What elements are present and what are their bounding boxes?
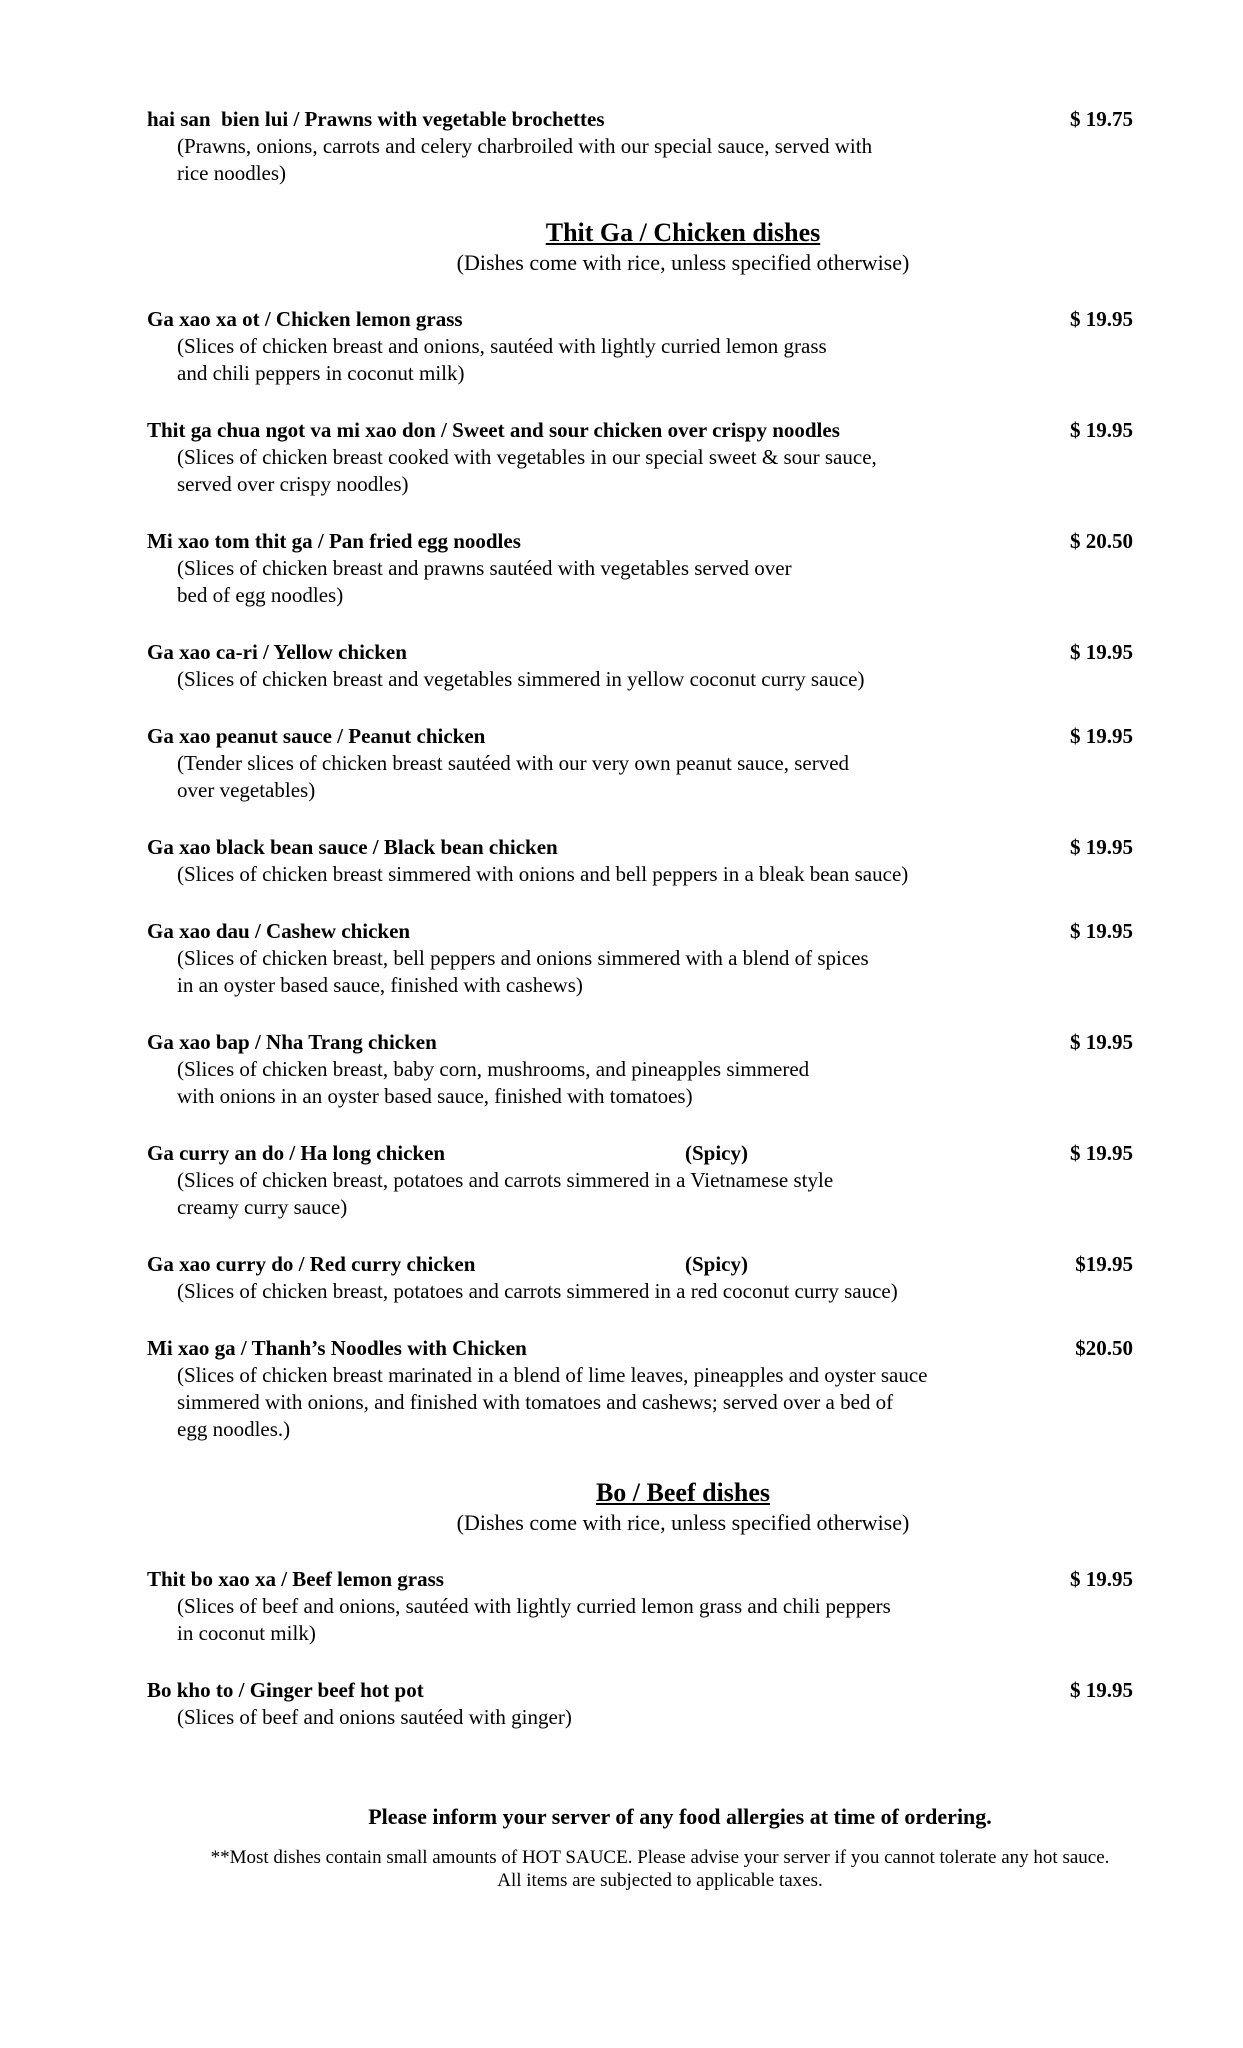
tax-note: All items are subjected to applicable taxes.	[497, 1870, 823, 1891]
dish-name: Ga xao peanut sauce / Peanut chicken	[147, 724, 486, 748]
dish-price: $ 19.75	[1070, 107, 1133, 131]
dish-description-line: rice noodles)	[177, 161, 287, 185]
menu-item	[147, 106, 1133, 187]
section-items	[147, 306, 1133, 1443]
dish-description-line: (Slices of chicken breast and onions, sautéed with lightly curried lemon grass	[177, 334, 827, 358]
dish-name: Ga xao xa ot / Chicken lemon grass	[147, 307, 463, 331]
dish-description	[147, 1056, 1133, 1110]
dish-price: $ 19.95	[1070, 1567, 1133, 1591]
dish-description	[147, 1704, 1133, 1731]
menu-item	[147, 1140, 1133, 1221]
dish-description-line: with onions in an oyster based sauce, finished with tomatoes)	[177, 1084, 693, 1108]
dish-description-line: (Slices of chicken breast and prawns sautéed with vegetables served over	[177, 556, 792, 580]
dish-price: $19.95	[1075, 1252, 1133, 1276]
hot-sauce-note: **Most dishes contain small amounts of HOT SAUCE. Please advise your server if you cannot tolerate any hot sauce.	[210, 1847, 1110, 1868]
dish-description	[147, 945, 1133, 999]
dish-description-line: (Slices of chicken breast marinated in a blend of lime leaves, pineapples and oyster sauce	[177, 1363, 928, 1387]
dish-description-line: bed of egg noodles)	[177, 583, 344, 607]
dish-description	[147, 1362, 1133, 1443]
menu-section	[147, 106, 1133, 187]
section-heading: Thit Ga / Chicken dishes	[545, 218, 821, 247]
dish-description	[147, 1167, 1133, 1221]
menu-item-row	[147, 834, 1133, 861]
dish-description	[147, 666, 1133, 693]
dish-description	[147, 1593, 1133, 1647]
menu-item	[147, 1566, 1133, 1647]
dish-name: Thit ga chua ngot va mi xao don / Sweet and sour chicken over crispy noodles	[147, 418, 840, 442]
dish-description-line: (Slices of chicken breast, potatoes and carrots simmered in a red coconut curry sauce)	[177, 1279, 898, 1303]
spicy-label: (Spicy)	[685, 1252, 748, 1276]
menu-item-row	[147, 918, 1133, 945]
dish-price: $ 19.95	[1070, 418, 1133, 442]
dish-price: $20.50	[1075, 1336, 1133, 1360]
dish-price: $ 19.95	[1070, 640, 1133, 664]
menu-item-row	[147, 1335, 1133, 1362]
menu-item	[147, 417, 1133, 498]
menu-item-row	[147, 1140, 1133, 1167]
dish-name: Ga xao curry do / Red curry chicken	[147, 1252, 476, 1276]
menu-item-row	[147, 639, 1133, 666]
dish-name: Ga xao dau / Cashew chicken	[147, 919, 411, 943]
menu-item-row	[147, 723, 1133, 750]
dish-description-line: (Slices of chicken breast, baby corn, mushrooms, and pineapples simmered	[177, 1057, 810, 1081]
dish-price: $ 19.95	[1070, 307, 1133, 331]
menu-item-row	[147, 417, 1133, 444]
dish-price: $ 19.95	[1070, 724, 1133, 748]
menu-item	[147, 1335, 1133, 1443]
dish-description-line: (Tender slices of chicken breast sautéed with our very own peanut sauce, served	[177, 751, 850, 775]
dish-name: Ga xao black bean sauce / Black bean chicken	[147, 835, 558, 859]
dish-description	[147, 750, 1133, 804]
dish-name: Ga xao bap / Nha Trang chicken	[147, 1030, 437, 1054]
menu-item-row	[147, 106, 1133, 133]
menu-item	[147, 528, 1133, 609]
menu-item-row	[147, 1677, 1133, 1704]
dish-description-line: and chili peppers in coconut milk)	[177, 361, 465, 385]
dish-price: $ 19.95	[1070, 1030, 1133, 1054]
dish-description	[147, 133, 1133, 187]
menu-item	[147, 834, 1133, 888]
dish-description-line: (Slices of chicken breast and vegetables simmered in yellow coconut curry sauce)	[177, 667, 865, 691]
dish-description	[147, 555, 1133, 609]
dish-description-line: simmered with onions, and finished with tomatoes and cashews; served over a bed of	[177, 1390, 894, 1414]
section-note: (Dishes come with rice, unless specified otherwise)	[456, 1510, 910, 1535]
dish-description-line: (Slices of beef and onions, sautéed with lightly curried lemon grass and chili peppers	[177, 1594, 891, 1618]
dish-description-line: egg noodles.)	[177, 1417, 291, 1441]
dish-price: $ 19.95	[1070, 1141, 1133, 1165]
menu-item	[147, 1677, 1133, 1731]
menu-section	[147, 217, 1133, 1443]
menu-item-row	[147, 1566, 1133, 1593]
menu-item	[147, 1029, 1133, 1110]
menu-item	[147, 723, 1133, 804]
dish-description-line: served over crispy noodles)	[177, 472, 409, 496]
dish-description-line: (Slices of chicken breast cooked with vegetables in our special sweet & sour sauce,	[177, 445, 877, 469]
menu-item	[147, 639, 1133, 693]
menu-item	[147, 306, 1133, 387]
section-items	[147, 1566, 1133, 1731]
menu-item-row	[147, 528, 1133, 555]
dish-name: hai san bien lui / Prawns with vegetable brochettes	[147, 107, 605, 131]
spicy-label: (Spicy)	[685, 1141, 748, 1165]
menu-item-row	[147, 1029, 1133, 1056]
dish-description	[147, 861, 1133, 888]
dish-price: $ 20.50	[1070, 529, 1133, 553]
menu-item-row	[147, 306, 1133, 333]
dish-name: Thit bo xao xa / Beef lemon grass	[147, 1567, 444, 1591]
dish-name: Ga xao ca-ri / Yellow chicken	[147, 640, 407, 664]
dish-description-line: in coconut milk)	[177, 1621, 316, 1645]
dish-name: Mi xao ga / Thanh’s Noodles with Chicken	[147, 1336, 527, 1360]
section-items	[147, 106, 1133, 187]
dish-description	[147, 333, 1133, 387]
dish-description-line: in an oyster based sauce, finished with cashews)	[177, 973, 583, 997]
menu-item-row	[147, 1251, 1133, 1278]
menu-sections	[147, 106, 1133, 1731]
menu-item	[147, 918, 1133, 999]
dish-description-line: creamy curry sauce)	[177, 1195, 348, 1219]
dish-description-line: (Slices of chicken breast, bell peppers and onions simmered with a blend of spices	[177, 946, 869, 970]
dish-description-line: (Slices of beef and onions sautéed with ginger)	[177, 1705, 572, 1729]
dish-description-line: over vegetables)	[177, 778, 316, 802]
dish-name: Bo kho to / Ginger beef hot pot	[147, 1678, 424, 1702]
dish-price: $ 19.95	[1070, 919, 1133, 943]
dish-name: Ga curry an do / Ha long chicken	[147, 1141, 446, 1165]
allergy-notice: Please inform your server of any food allergies at time of ordering.	[368, 1804, 992, 1829]
dish-description-line: (Slices of chicken breast, potatoes and carrots simmered in a Vietnamese style	[177, 1168, 834, 1192]
dish-price: $ 19.95	[1070, 835, 1133, 859]
dish-description-line: (Slices of chicken breast simmered with onions and bell peppers in a bleak bean sauce)	[177, 862, 909, 886]
dish-price: $ 19.95	[1070, 1678, 1133, 1702]
dish-description	[147, 1278, 1133, 1305]
menu-section	[147, 1477, 1133, 1731]
menu-item	[147, 1251, 1133, 1305]
dish-name: Mi xao tom thit ga / Pan fried egg noodles	[147, 529, 521, 553]
section-note: (Dishes come with rice, unless specified otherwise)	[456, 250, 910, 275]
section-heading: Bo / Beef dishes	[595, 1478, 771, 1507]
dish-description-line: (Prawns, onions, carrots and celery charbroiled with our special sauce, served with	[177, 134, 873, 158]
dish-description	[147, 444, 1133, 498]
